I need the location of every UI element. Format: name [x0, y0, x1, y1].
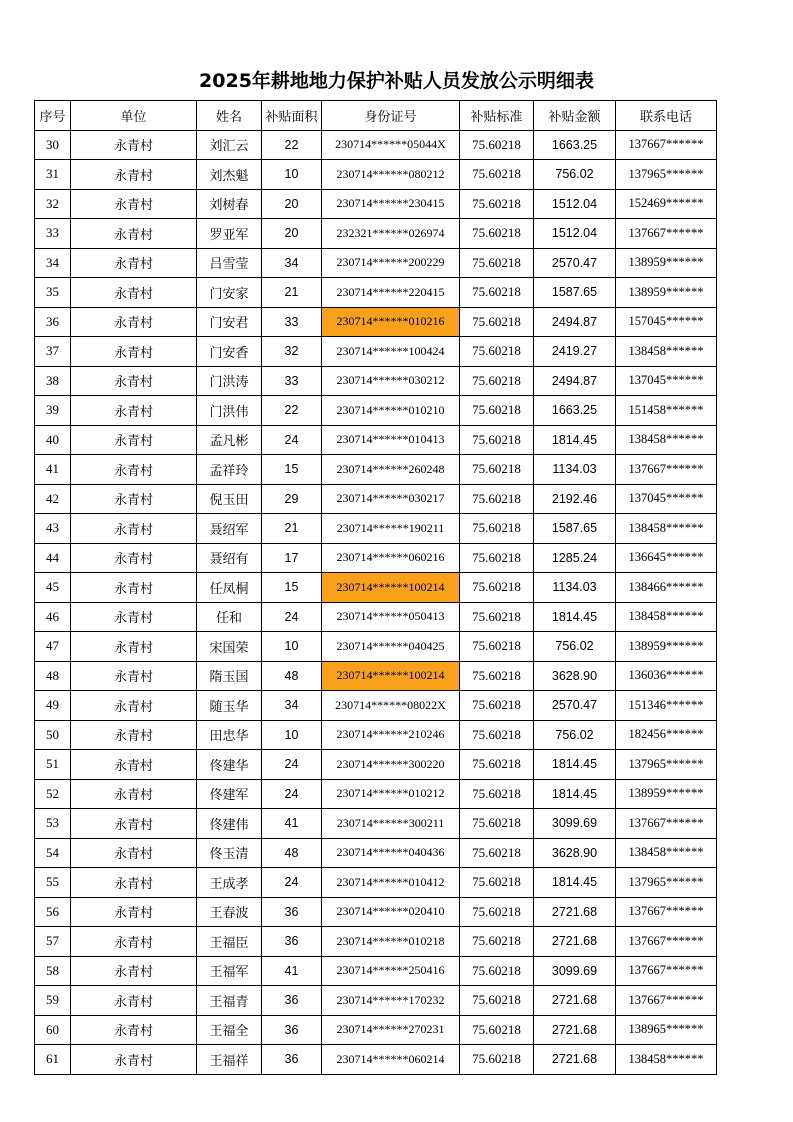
cell-amount: 1814.45 — [534, 750, 616, 780]
cell-no: 59 — [35, 986, 71, 1016]
cell-standard: 75.60218 — [460, 927, 534, 957]
cell-id-number: 230714******100424 — [322, 337, 460, 367]
table-row — [35, 337, 717, 367]
table-row — [35, 543, 717, 573]
cell-unit: 永青村 — [71, 897, 197, 927]
cell-id-number: 230714******060216 — [322, 543, 460, 573]
cell-amount: 1285.24 — [534, 543, 616, 573]
cell-id-number: 230714******010212 — [322, 779, 460, 809]
cell-phone: 138959****** — [616, 779, 717, 809]
cell-name: 佟建华 — [197, 750, 262, 780]
cell-unit: 永青村 — [71, 455, 197, 485]
header-unit: 单位 — [71, 101, 197, 131]
cell-unit: 永青村 — [71, 189, 197, 219]
cell-area: 32 — [262, 337, 322, 367]
cell-amount: 1512.04 — [534, 189, 616, 219]
cell-area: 21 — [262, 278, 322, 308]
cell-no: 42 — [35, 484, 71, 514]
table-row — [35, 130, 717, 160]
cell-phone: 137045****** — [616, 366, 717, 396]
cell-amount: 2192.46 — [534, 484, 616, 514]
table-row — [35, 425, 717, 455]
cell-id-number: 230714******270231 — [322, 1015, 460, 1045]
table-row — [35, 1045, 717, 1075]
cell-name: 吕雪莹 — [197, 248, 262, 278]
cell-standard: 75.60218 — [460, 720, 534, 750]
table-row — [35, 632, 717, 662]
cell-phone: 137965****** — [616, 160, 717, 190]
cell-phone: 137667****** — [616, 956, 717, 986]
cell-phone: 137667****** — [616, 927, 717, 957]
cell-amount: 2721.68 — [534, 1045, 616, 1075]
cell-no: 44 — [35, 543, 71, 573]
cell-standard: 75.60218 — [460, 130, 534, 160]
header-id: 身份证号 — [322, 101, 460, 131]
cell-name: 王成孝 — [197, 868, 262, 898]
cell-standard: 75.60218 — [460, 189, 534, 219]
cell-id-number: 230714******300220 — [322, 750, 460, 780]
cell-name: 门安香 — [197, 337, 262, 367]
cell-name: 刘汇云 — [197, 130, 262, 160]
cell-id-number: 230714******010413 — [322, 425, 460, 455]
cell-no: 57 — [35, 927, 71, 957]
cell-id-number: 230714******260248 — [322, 455, 460, 485]
cell-unit: 永青村 — [71, 1045, 197, 1075]
cell-unit: 永青村 — [71, 1015, 197, 1045]
cell-id-number: 230714******190211 — [322, 514, 460, 544]
cell-id-number: 230714******220415 — [322, 278, 460, 308]
cell-no: 33 — [35, 219, 71, 249]
cell-standard: 75.60218 — [460, 573, 534, 603]
cell-area: 36 — [262, 1015, 322, 1045]
cell-unit: 永青村 — [71, 307, 197, 337]
cell-name: 佟建军 — [197, 779, 262, 809]
cell-no: 31 — [35, 160, 71, 190]
cell-standard: 75.60218 — [460, 514, 534, 544]
table-row — [35, 720, 717, 750]
cell-phone: 151346****** — [616, 691, 717, 721]
cell-area: 10 — [262, 160, 322, 190]
cell-id-number: 230714******170232 — [322, 986, 460, 1016]
table-row — [35, 838, 717, 868]
cell-area: 24 — [262, 425, 322, 455]
cell-phone: 137965****** — [616, 868, 717, 898]
cell-unit: 永青村 — [71, 602, 197, 632]
cell-standard: 75.60218 — [460, 661, 534, 691]
cell-standard: 75.60218 — [460, 897, 534, 927]
cell-phone: 138959****** — [616, 278, 717, 308]
cell-id-number: 230714******010216 — [322, 307, 460, 337]
cell-no: 55 — [35, 868, 71, 898]
cell-standard: 75.60218 — [460, 986, 534, 1016]
cell-unit: 永青村 — [71, 130, 197, 160]
cell-no: 37 — [35, 337, 71, 367]
cell-standard: 75.60218 — [460, 632, 534, 662]
cell-amount: 1587.65 — [534, 278, 616, 308]
cell-id-number: 230714******300211 — [322, 809, 460, 839]
table-row — [35, 956, 717, 986]
cell-standard: 75.60218 — [460, 366, 534, 396]
cell-phone: 137667****** — [616, 897, 717, 927]
cell-standard: 75.60218 — [460, 1015, 534, 1045]
cell-unit: 永青村 — [71, 661, 197, 691]
cell-phone: 138458****** — [616, 514, 717, 544]
cell-unit: 永青村 — [71, 514, 197, 544]
cell-phone: 137045****** — [616, 484, 717, 514]
cell-name: 聂绍有 — [197, 543, 262, 573]
cell-no: 60 — [35, 1015, 71, 1045]
cell-unit: 永青村 — [71, 750, 197, 780]
cell-standard: 75.60218 — [460, 278, 534, 308]
cell-standard: 75.60218 — [460, 307, 534, 337]
cell-name: 佟建伟 — [197, 809, 262, 839]
cell-standard: 75.60218 — [460, 750, 534, 780]
cell-phone: 137667****** — [616, 130, 717, 160]
cell-amount: 1663.25 — [534, 396, 616, 426]
cell-amount: 1134.03 — [534, 455, 616, 485]
cell-no: 45 — [35, 573, 71, 603]
cell-amount: 3099.69 — [534, 956, 616, 986]
cell-area: 17 — [262, 543, 322, 573]
cell-id-number: 230714******020410 — [322, 897, 460, 927]
cell-standard: 75.60218 — [460, 484, 534, 514]
cell-phone: 138458****** — [616, 1045, 717, 1075]
cell-name: 门安君 — [197, 307, 262, 337]
cell-name: 田忠华 — [197, 720, 262, 750]
cell-name: 罗亚军 — [197, 219, 262, 249]
cell-area: 24 — [262, 779, 322, 809]
cell-area: 24 — [262, 750, 322, 780]
cell-standard: 75.60218 — [460, 425, 534, 455]
cell-unit: 永青村 — [71, 160, 197, 190]
cell-name: 刘杰魁 — [197, 160, 262, 190]
cell-amount: 1512.04 — [534, 219, 616, 249]
cell-name: 倪玉田 — [197, 484, 262, 514]
cell-name: 刘树春 — [197, 189, 262, 219]
cell-area: 36 — [262, 897, 322, 927]
table-row — [35, 160, 717, 190]
cell-area: 36 — [262, 986, 322, 1016]
cell-unit: 永青村 — [71, 720, 197, 750]
cell-phone: 138458****** — [616, 337, 717, 367]
cell-area: 20 — [262, 219, 322, 249]
table-row — [35, 219, 717, 249]
cell-amount: 3099.69 — [534, 809, 616, 839]
cell-id-number: 230714******010210 — [322, 396, 460, 426]
table-row — [35, 1015, 717, 1045]
cell-no: 40 — [35, 425, 71, 455]
cell-name: 王福祥 — [197, 1045, 262, 1075]
cell-amount: 3628.90 — [534, 661, 616, 691]
table-row — [35, 750, 717, 780]
cell-standard: 75.60218 — [460, 543, 534, 573]
cell-unit: 永青村 — [71, 838, 197, 868]
cell-no: 38 — [35, 366, 71, 396]
cell-unit: 永青村 — [71, 868, 197, 898]
cell-name: 任凤桐 — [197, 573, 262, 603]
cell-id-number: 230714******030212 — [322, 366, 460, 396]
cell-name: 门安家 — [197, 278, 262, 308]
cell-phone: 182456****** — [616, 720, 717, 750]
cell-phone: 138466****** — [616, 573, 717, 603]
cell-unit: 永青村 — [71, 484, 197, 514]
cell-no: 49 — [35, 691, 71, 721]
cell-unit: 永青村 — [71, 779, 197, 809]
cell-unit: 永青村 — [71, 425, 197, 455]
cell-phone: 137667****** — [616, 986, 717, 1016]
cell-area: 15 — [262, 455, 322, 485]
cell-no: 39 — [35, 396, 71, 426]
cell-amount: 1814.45 — [534, 425, 616, 455]
cell-unit: 永青村 — [71, 927, 197, 957]
cell-unit: 永青村 — [71, 691, 197, 721]
cell-id-number: 230714******230415 — [322, 189, 460, 219]
cell-phone: 137667****** — [616, 455, 717, 485]
cell-name: 宋国荣 — [197, 632, 262, 662]
cell-name: 隋玉国 — [197, 661, 262, 691]
cell-phone: 137965****** — [616, 750, 717, 780]
cell-area: 34 — [262, 691, 322, 721]
table-row — [35, 573, 717, 603]
table-row — [35, 278, 717, 308]
cell-standard: 75.60218 — [460, 779, 534, 809]
cell-name: 王春波 — [197, 897, 262, 927]
cell-area: 29 — [262, 484, 322, 514]
header-standard: 补贴标准 — [460, 101, 534, 131]
cell-area: 10 — [262, 720, 322, 750]
cell-amount: 2494.87 — [534, 307, 616, 337]
cell-standard: 75.60218 — [460, 868, 534, 898]
table-row — [35, 661, 717, 691]
table-row — [35, 366, 717, 396]
cell-area: 33 — [262, 366, 322, 396]
table-row — [35, 986, 717, 1016]
cell-id-number: 230714******010412 — [322, 868, 460, 898]
cell-unit: 永青村 — [71, 366, 197, 396]
cell-area: 33 — [262, 307, 322, 337]
table-row — [35, 897, 717, 927]
cell-amount: 2570.47 — [534, 248, 616, 278]
cell-id-number: 230714******100214 — [322, 573, 460, 603]
cell-no: 36 — [35, 307, 71, 337]
cell-amount: 3628.90 — [534, 838, 616, 868]
table-row — [35, 248, 717, 278]
cell-no: 51 — [35, 750, 71, 780]
cell-name: 王福全 — [197, 1015, 262, 1045]
cell-no: 34 — [35, 248, 71, 278]
cell-phone: 137667****** — [616, 219, 717, 249]
cell-unit: 永青村 — [71, 248, 197, 278]
cell-no: 50 — [35, 720, 71, 750]
cell-amount: 756.02 — [534, 160, 616, 190]
cell-unit: 永青村 — [71, 396, 197, 426]
cell-phone: 138959****** — [616, 248, 717, 278]
cell-amount: 2721.68 — [534, 986, 616, 1016]
cell-standard: 75.60218 — [460, 219, 534, 249]
cell-area: 34 — [262, 248, 322, 278]
cell-id-number: 230714******010218 — [322, 927, 460, 957]
cell-standard: 75.60218 — [460, 160, 534, 190]
cell-id-number: 230714******050413 — [322, 602, 460, 632]
cell-id-number: 230714******250416 — [322, 956, 460, 986]
cell-id-number: 230714******08022X — [322, 691, 460, 721]
cell-area: 48 — [262, 661, 322, 691]
cell-amount: 2570.47 — [534, 691, 616, 721]
cell-phone: 136645****** — [616, 543, 717, 573]
cell-unit: 永青村 — [71, 956, 197, 986]
cell-unit: 永青村 — [71, 809, 197, 839]
cell-area: 41 — [262, 809, 322, 839]
cell-name: 佟玉清 — [197, 838, 262, 868]
table-row — [35, 809, 717, 839]
cell-standard: 75.60218 — [460, 455, 534, 485]
page-title: 2025年耕地地力保护补贴人员发放公示明细表 — [199, 70, 594, 92]
cell-amount: 1814.45 — [534, 602, 616, 632]
cell-phone: 157045****** — [616, 307, 717, 337]
cell-area: 15 — [262, 573, 322, 603]
cell-amount: 2494.87 — [534, 366, 616, 396]
cell-no: 54 — [35, 838, 71, 868]
cell-id-number: 230714******040425 — [322, 632, 460, 662]
cell-id-number: 230714******210246 — [322, 720, 460, 750]
cell-name: 聂绍军 — [197, 514, 262, 544]
cell-phone: 138458****** — [616, 838, 717, 868]
cell-unit: 永青村 — [71, 632, 197, 662]
cell-standard: 75.60218 — [460, 337, 534, 367]
cell-unit: 永青村 — [71, 337, 197, 367]
cell-phone: 138959****** — [616, 632, 717, 662]
subsidy-table — [34, 100, 717, 1075]
cell-area: 24 — [262, 868, 322, 898]
header-row — [35, 101, 717, 131]
cell-id-number: 230714******040436 — [322, 838, 460, 868]
header-phone: 联系电话 — [616, 101, 717, 131]
cell-name: 孟祥玲 — [197, 455, 262, 485]
cell-amount: 756.02 — [534, 632, 616, 662]
cell-area: 48 — [262, 838, 322, 868]
cell-area: 24 — [262, 602, 322, 632]
cell-no: 30 — [35, 130, 71, 160]
cell-name: 王福臣 — [197, 927, 262, 957]
cell-amount: 1587.65 — [534, 514, 616, 544]
cell-phone: 138458****** — [616, 602, 717, 632]
table-row — [35, 307, 717, 337]
cell-no: 32 — [35, 189, 71, 219]
cell-amount: 2721.68 — [534, 1015, 616, 1045]
cell-id-number: 230714******200229 — [322, 248, 460, 278]
cell-name: 王福军 — [197, 956, 262, 986]
cell-no: 56 — [35, 897, 71, 927]
header-amount: 补贴金额 — [534, 101, 616, 131]
cell-area: 22 — [262, 396, 322, 426]
cell-amount: 2419.27 — [534, 337, 616, 367]
cell-name: 王福青 — [197, 986, 262, 1016]
cell-phone: 152469****** — [616, 189, 717, 219]
cell-standard: 75.60218 — [460, 396, 534, 426]
header-area: 补贴面积 — [262, 101, 322, 131]
cell-area: 41 — [262, 956, 322, 986]
cell-area: 21 — [262, 514, 322, 544]
table-row — [35, 927, 717, 957]
cell-name: 任和 — [197, 602, 262, 632]
cell-standard: 75.60218 — [460, 956, 534, 986]
cell-area: 36 — [262, 1045, 322, 1075]
cell-id-number: 230714******100214 — [322, 661, 460, 691]
cell-no: 58 — [35, 956, 71, 986]
cell-amount: 2721.68 — [534, 897, 616, 927]
table-row — [35, 396, 717, 426]
cell-no: 47 — [35, 632, 71, 662]
cell-id-number: 232321******026974 — [322, 219, 460, 249]
cell-no: 53 — [35, 809, 71, 839]
cell-unit: 永青村 — [71, 219, 197, 249]
table-row — [35, 189, 717, 219]
cell-standard: 75.60218 — [460, 248, 534, 278]
table-row — [35, 514, 717, 544]
cell-no: 48 — [35, 661, 71, 691]
cell-id-number: 230714******030217 — [322, 484, 460, 514]
cell-unit: 永青村 — [71, 986, 197, 1016]
table-row — [35, 868, 717, 898]
cell-standard: 75.60218 — [460, 602, 534, 632]
cell-standard: 75.60218 — [460, 1045, 534, 1075]
cell-standard: 75.60218 — [460, 838, 534, 868]
cell-amount: 756.02 — [534, 720, 616, 750]
cell-phone: 138965****** — [616, 1015, 717, 1045]
cell-area: 10 — [262, 632, 322, 662]
cell-unit: 永青村 — [71, 543, 197, 573]
table-row — [35, 691, 717, 721]
table-row — [35, 779, 717, 809]
cell-standard: 75.60218 — [460, 809, 534, 839]
cell-amount: 1663.25 — [534, 130, 616, 160]
cell-unit: 永青村 — [71, 573, 197, 603]
cell-no: 43 — [35, 514, 71, 544]
cell-no: 35 — [35, 278, 71, 308]
header-no: 序号 — [35, 101, 71, 131]
cell-no: 41 — [35, 455, 71, 485]
cell-amount: 1814.45 — [534, 868, 616, 898]
cell-standard: 75.60218 — [460, 691, 534, 721]
cell-no: 46 — [35, 602, 71, 632]
header-name: 姓名 — [197, 101, 262, 131]
table-row — [35, 484, 717, 514]
cell-phone: 151458****** — [616, 396, 717, 426]
cell-name: 孟凡彬 — [197, 425, 262, 455]
cell-area: 20 — [262, 189, 322, 219]
cell-name: 门洪涛 — [197, 366, 262, 396]
cell-no: 61 — [35, 1045, 71, 1075]
cell-phone: 136036****** — [616, 661, 717, 691]
cell-amount: 1814.45 — [534, 779, 616, 809]
cell-area: 36 — [262, 927, 322, 957]
table-row — [35, 455, 717, 485]
cell-id-number: 230714******080212 — [322, 160, 460, 190]
cell-name: 随玉华 — [197, 691, 262, 721]
table-row — [35, 602, 717, 632]
cell-no: 52 — [35, 779, 71, 809]
cell-id-number: 230714******05044X — [322, 130, 460, 160]
cell-amount: 2721.68 — [534, 927, 616, 957]
cell-phone: 137667****** — [616, 809, 717, 839]
cell-phone: 138458****** — [616, 425, 717, 455]
cell-unit: 永青村 — [71, 278, 197, 308]
cell-name: 门洪伟 — [197, 396, 262, 426]
cell-amount: 1134.03 — [534, 573, 616, 603]
cell-id-number: 230714******060214 — [322, 1045, 460, 1075]
cell-area: 22 — [262, 130, 322, 160]
